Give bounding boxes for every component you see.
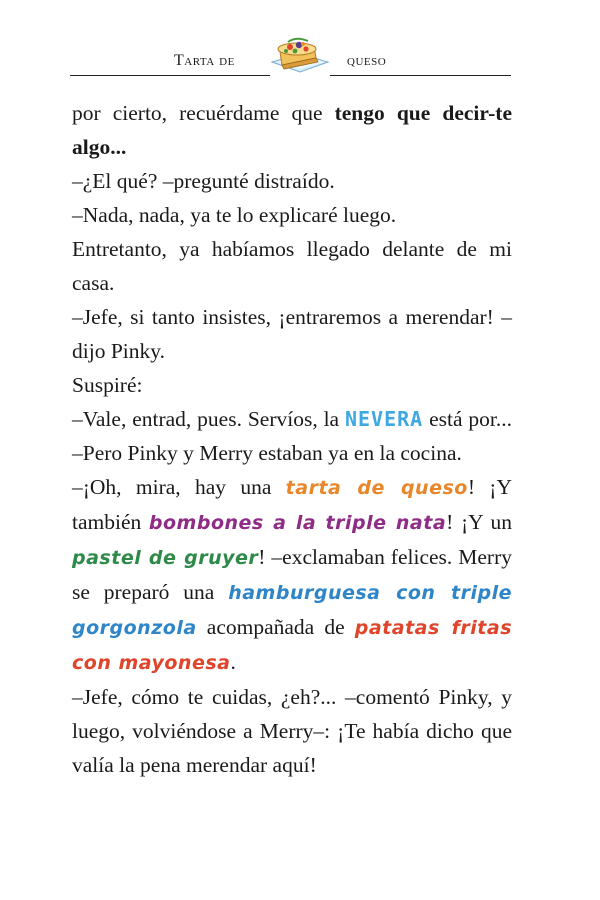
highlight-patatas-fritas: patatas fritas con mayonesa (72, 617, 513, 674)
running-title-right: queso (347, 52, 387, 69)
paragraph: –Nada, nada, ya te lo explicaré luego. (72, 203, 397, 227)
paragraph: –Jefe, cómo te cuidas, ¿eh?... –comentó Pinky, y luego, volviéndose a Merry–: ¡Te había dicho que valía la pena merendar aquí! (72, 685, 512, 777)
paragraph: –Jefe, si tanto insistes, ¡entraremos a merendar! –dijo Pinky. (72, 305, 512, 363)
paragraph: –¿El qué? –pregunté distraído. (72, 169, 335, 193)
highlight-bombones: bombones a la triple nata (148, 512, 447, 534)
highlight-tarta-de-queso: tarta de queso (285, 477, 468, 499)
header-rule-right (330, 75, 511, 76)
highlight-hamburguesa: hamburguesa con triple gorgonzola (72, 582, 513, 639)
paragraph: –Vale, entrad, pues. Servíos, la NEVERA está por... –Pero Pinky y Merry estaban ya en la cocina. (72, 407, 512, 465)
paragraph: Suspiré: (72, 373, 143, 397)
page-header (0, 0, 600, 90)
paragraph: por cierto, recuérdame que tengo que decir-te algo... (72, 101, 512, 159)
paragraph: –¡Oh, mira, hay una tarta de queso! ¡Y también bombones a la triple nata! ¡Y un pastel de gruyer! –exclamaban felices. Merry se preparó una hamburguesa con triple gorgonzola acompañada de patatas fritas con mayonesa. (72, 475, 513, 674)
bold-phrase: tengo que decir-te algo... (72, 101, 512, 159)
running-title-left: Tarta de (174, 52, 235, 69)
highlight-nevera: NEVERA (344, 407, 424, 431)
header-rule-left (70, 75, 270, 76)
highlight-pastel-de-gruyer: pastel de gruyer (72, 547, 259, 569)
cheesecake-icon (266, 32, 332, 80)
page-body (72, 96, 512, 782)
paragraph: Entretanto, ya habíamos llegado delante de mi casa. (72, 237, 512, 295)
